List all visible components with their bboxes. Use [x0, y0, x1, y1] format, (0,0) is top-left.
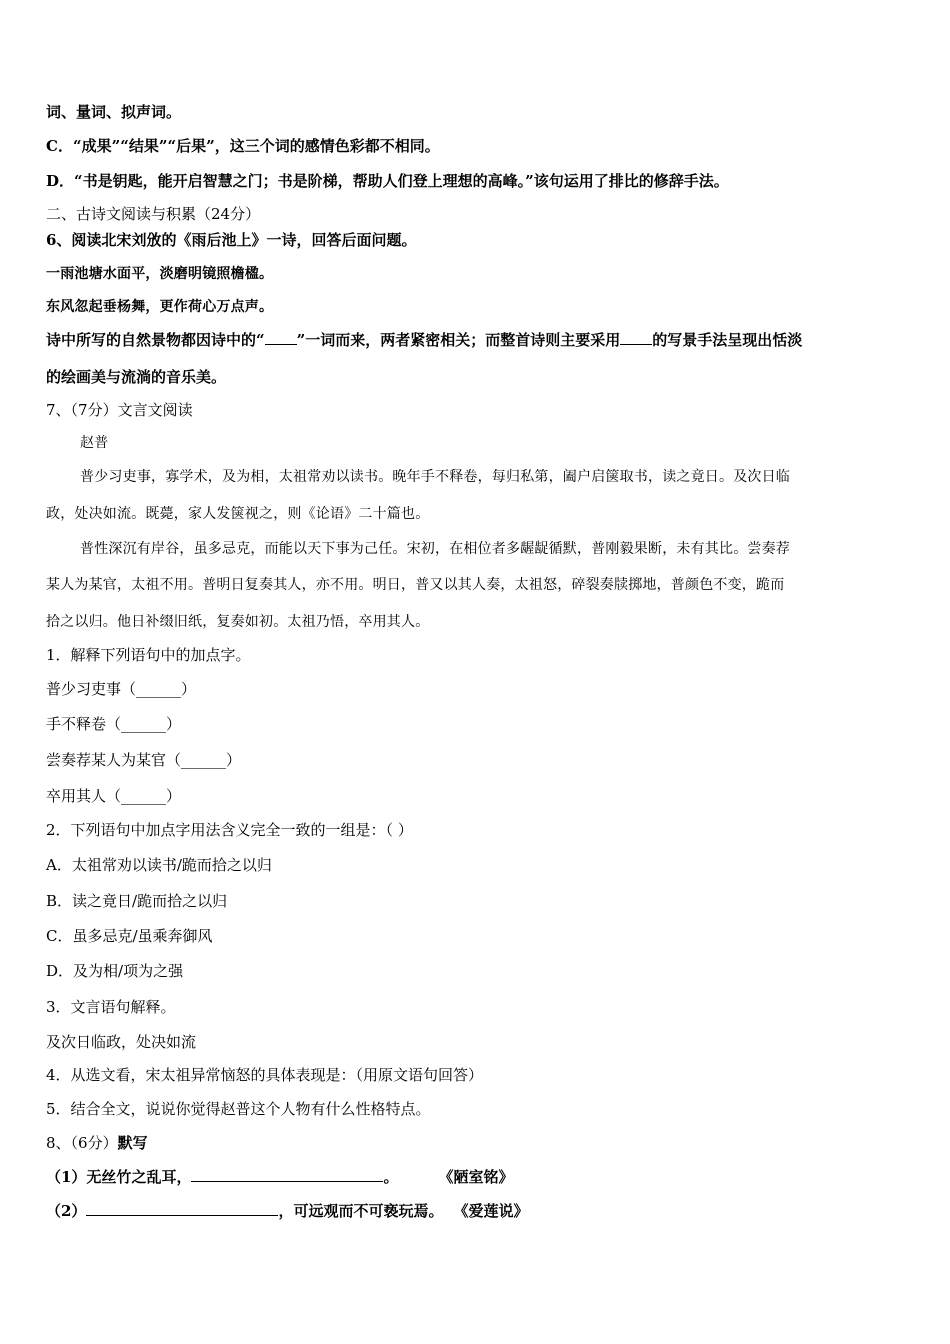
- question-6-prompt: 6、阅读北宋刘攽的《雨后池上》一诗，回答后面问题。: [46, 231, 417, 249]
- option-c: C．“成果”“结果”“后果”，这三个词的感情色彩都不相同。: [46, 137, 440, 155]
- option-d-classical: D．及为相/项为之强: [46, 962, 184, 980]
- sub-question-1-item-3: 尝奏荐某人为某官（______）: [46, 751, 242, 769]
- option-d: D．“书是钥匙，能开启智慧之门；书是阶梯，帮助人们登上理想的高峰。”该句运用了排比的修辞手法。: [46, 172, 729, 190]
- q8-title: 默写: [117, 1134, 148, 1152]
- passage-title: 赵普: [80, 435, 109, 451]
- poem-line-1: 一雨池塘水面平，淡磨明镜照檐楹。: [46, 266, 274, 282]
- option-a: A．太祖常劝以读书/跪而拾之以归: [46, 856, 272, 874]
- sub-question-1: 1．解释下列语句中的加点字。: [46, 646, 251, 664]
- sub-question-4: 4．从选文看，宋太祖异常恼怒的具体表现是：（用原文语句回答）: [46, 1066, 484, 1084]
- option-c-classical: C．虽多忌克/虽乘奔御风: [46, 927, 213, 945]
- option-b: B．读之竟日/跪而拾之以归: [46, 892, 228, 910]
- q6-blank-1[interactable]: [265, 330, 297, 345]
- sub-question-2: 2．下列语句中加点字用法含义完全一致的一组是：（ ）: [46, 821, 413, 839]
- question-6-text: [46, 330, 802, 350]
- section-heading-classical: 二、古诗文阅读与积累（24分）: [46, 205, 261, 223]
- recitation-2-blank[interactable]: [86, 1201, 278, 1216]
- poem-line-2: 东风忽起垂杨舞，更作荷心万点声。: [46, 299, 274, 315]
- recitation-1-source: 《陋室铭》: [438, 1168, 514, 1186]
- recitation-2: [46, 1201, 528, 1221]
- sub-question-5: 5．结合全文，说说你觉得赵普这个人物有什么性格特点。: [46, 1100, 431, 1118]
- passage-p2-line3: 拾之以归。他日补缀旧纸，复奏如初。太祖乃悟，卒用其人。: [46, 614, 430, 630]
- q6-text-part3: 的写景手法呈现出恬淡: [652, 331, 803, 349]
- recitation-1-end: 。: [383, 1168, 399, 1186]
- sub-question-3-sentence: 及次日临政，处决如流: [46, 1033, 197, 1051]
- recitation-1: [46, 1167, 513, 1187]
- option-b-continuation: 词、量词、拟声词。: [46, 103, 182, 121]
- q6-text-part2: ”一词而来，两者紧密相关；而整首诗则主要采用: [296, 331, 621, 349]
- passage-p2-line1: 普性深沉有岸谷，虽多忌克，而能以天下事为己任。宋初，在相位者多龌龊循默，普刚毅果断，未有其比。尝奏荐: [80, 541, 790, 557]
- question-7-heading: 7、（7分）文言文阅读: [46, 401, 193, 419]
- question-6-text-end: 的绘画美与流淌的音乐美。: [46, 368, 227, 386]
- recitation-1-text: （1）无丝竹之乱耳，: [46, 1168, 192, 1186]
- sub-question-1-item-2: 手不释卷（______）: [46, 715, 182, 733]
- recitation-2-text: ，可远观而不可亵玩焉。: [278, 1202, 444, 1220]
- q8-label: 8、（6分）: [46, 1134, 118, 1152]
- sub-question-1-item-4: 卒用其人（______）: [46, 787, 182, 805]
- recitation-2-source: 《爱莲说》: [453, 1202, 529, 1220]
- passage-p2-line2: 某人为某官，太祖不用。普明日复奏其人，亦不用。明日，普又以其人奏，太祖怒，碎裂奏牍掷地，普颜色不变，跪而: [46, 577, 785, 593]
- sub-question-3: 3．文言语句解释。: [46, 998, 176, 1016]
- passage-p1-line1: 普少习吏事，寡学术，及为相，太祖常劝以读书。晚年手不释卷，每归私第，阖户启箧取书，读之竟日。及次日临: [80, 469, 790, 485]
- recitation-2-label: （2）: [46, 1202, 87, 1220]
- sub-question-1-item-1: 普少习吏事（______）: [46, 680, 197, 698]
- recitation-1-blank[interactable]: [191, 1167, 383, 1182]
- q6-text-part1: 诗中所写的自然景物都因诗中的“: [46, 331, 265, 349]
- q6-blank-2[interactable]: [620, 330, 652, 345]
- question-8-heading: [46, 1133, 148, 1153]
- passage-p1-line2: 政，处决如流。既薨，家人发箧视之，则《论语》二十篇也。: [46, 506, 430, 522]
